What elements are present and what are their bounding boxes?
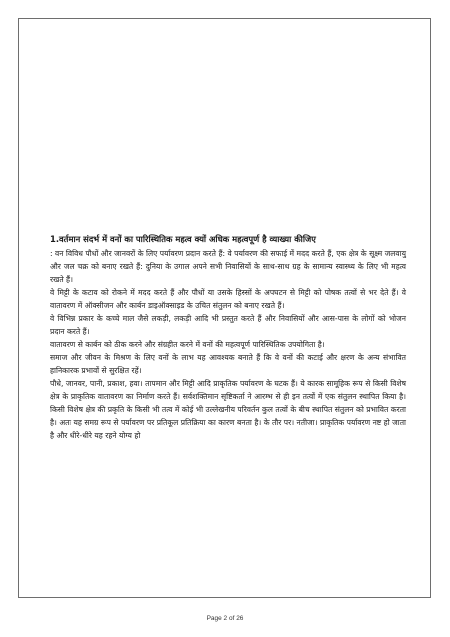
- paragraph-3: वे विभिन्न प्रकार के कच्चे माल जैसे लकड़ी, लकड़ी आदि भी प्रस्तुत करते हैं और निवासियों और आस-पास के लोगों को भोजन प्रदान करते हैं।: [50, 314, 406, 336]
- paragraph-6: पौधे, जानवर, पानी, प्रकाश, हवा। तापमान और मिट्टी आदि प्राकृतिक पर्यावरण के घटक हैं। ये कारक सामूहिक रूप से किसी विशेष क्षेत्र के प्राकृतिक वातावरण का निर्माण करते हैं। सर्वशक्तिमान सृष्टिकर्ता ने आरम्भ से ही इन तत्वों में एक संतुलन स्थापित किया है। किसी विशेष क्षेत्र की प्रकृति के किसी भी तत्व में कोई भी उल्लेखनीय परिवर्तन कुल तत्वों के बीच स्थापित संतुलन को प्रभावित करता है। अतः यह समग्र रूप से पर्यावरण पर प्रतिकूल प्रतिक्रिया का कारण बनता है। के तौर पर। नतीजा। प्राकृतिक पर्यावरण नष्ट हो जाता है और धीरे-धीरे यह रहने योग्य हो: [50, 379, 406, 440]
- paragraph-5: समाज और जीवन के मिश्रण के लिए वनों के लाभ यह आवश्यक बनाते हैं कि वे वनों की कटाई और क्षरण के अन्य संभावित हानिकारक प्रभावों से सुरक्षित रहें।: [50, 353, 406, 375]
- paragraph-2: वे मिट्टी के कटाव को रोकने में मदद करते हैं और पौधों या उसके हिस्सों के अपघटन से मिट्टी को पोषक तत्वों से भर देते हैं। वे वातावरण में ऑक्सीजन और कार्बन डाइऑक्साइड के उचित संतुलन को बनाए रखते हैं।: [50, 288, 406, 310]
- question-heading: 1.वर्तमान संदर्भ में वनों का पारिस्थितिक महत्व क्यों अधिक महत्वपूर्ण है व्याख्या कीजिए: [50, 234, 316, 244]
- page-number: Page 2 of 26: [206, 615, 244, 622]
- paragraph-4: वातावरण से कार्बन को ठीक करने और संग्रहीत करने में वनों की महत्वपूर्ण पारिस्थितिक उपयोगिता है।: [50, 340, 325, 349]
- document-body: [50, 233, 406, 442]
- paragraph-1: : वन विविध पौधों और जानवरों के लिए पर्यावरण प्रदान करते हैं: वे पर्यावरण की सफाई में मदद करते हैं, एक क्षेत्र के सूक्ष्म जलवायु और जल चक्र को बनाए रखते हैं: दुनिया के उगाल अपने सभी निवासियों के साथ-साथ ग्रह के सामान्य स्वास्थ्य के लिए भी महत्व रखते हैं।: [50, 249, 406, 284]
